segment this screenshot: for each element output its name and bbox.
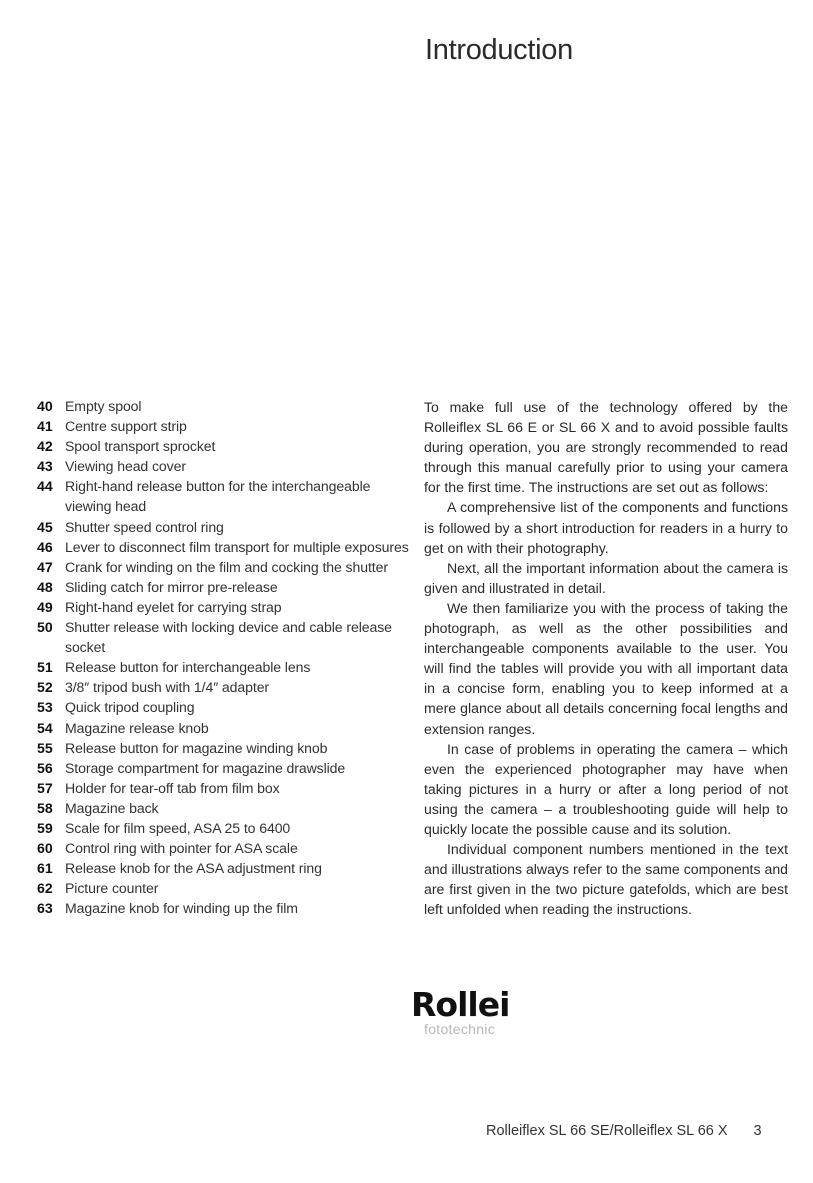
item-text: Quick tripod coupling <box>65 699 195 716</box>
item-text: Shutter speed control ring <box>65 518 224 535</box>
item-number: 58 <box>37 799 53 816</box>
list-item <box>37 456 412 476</box>
item-number: 62 <box>37 880 53 897</box>
item-number: 53 <box>37 699 53 716</box>
list-item <box>37 738 412 758</box>
item-number: 59 <box>37 819 53 836</box>
list-item <box>37 758 412 778</box>
list-item <box>37 798 412 818</box>
list-item <box>37 838 412 858</box>
item-text: Spool transport sprocket <box>65 438 216 455</box>
item-text: Magazine knob for winding up the film <box>65 900 298 917</box>
item-text: Release knob for the ASA adjustment ring <box>65 860 322 877</box>
list-item <box>37 517 412 537</box>
item-number: 55 <box>37 739 53 756</box>
item-number: 40 <box>37 398 53 414</box>
item-number: 50 <box>37 619 53 636</box>
introduction-text <box>424 397 788 919</box>
component-list <box>37 396 412 918</box>
item-number: 52 <box>37 679 53 696</box>
rollei-logo <box>411 985 510 1037</box>
item-number: 57 <box>37 779 53 796</box>
list-item <box>37 898 412 918</box>
list-item <box>37 878 412 898</box>
item-number: 41 <box>37 418 53 435</box>
item-text: Viewing head cover <box>65 458 186 475</box>
item-text: Scale for film speed, ASA 25 to 6400 <box>65 819 291 836</box>
item-text: Sliding catch for mirror pre-release <box>65 578 278 595</box>
list-item <box>37 537 412 557</box>
item-text: Picture counter <box>65 880 159 897</box>
intro-paragraph: Next, all the important information about the camera is given and illustrated in detail. <box>424 559 788 596</box>
item-number: 44 <box>37 478 53 495</box>
item-text: Crank for winding on the film and cocking the shutter <box>65 558 388 575</box>
page-number: 3 <box>753 1123 762 1139</box>
item-text: Magazine release knob <box>65 719 209 736</box>
list-item <box>37 697 412 717</box>
item-number: 48 <box>37 578 53 595</box>
item-text: Magazine back <box>65 799 159 816</box>
list-item <box>37 778 412 798</box>
item-text: Empty spool <box>65 398 142 414</box>
item-number: 47 <box>37 558 53 575</box>
intro-paragraph: Individual component numbers mentioned in the text and illustrations always refer to the same components and are first given in the two picture gatefolds, which are best left unfolded when reading the instructions. <box>424 841 788 918</box>
list-item <box>37 718 412 738</box>
item-text: Holder for tear-off tab from film box <box>65 779 280 796</box>
list-item <box>37 677 412 697</box>
item-text: 3/8″ tripod bush with 1/4″ adapter <box>65 679 270 696</box>
item-text: Right-hand eyelet for carrying strap <box>65 598 282 615</box>
item-number: 60 <box>37 840 53 857</box>
list-item <box>37 416 412 436</box>
intro-paragraph: We then familiarize you with the process of taking the photograph, as well as the other possibilities and interchangeable components available to the user. You will find the tables will provide you with all important data in a concise form, enabling you to keep informed at a mere glance about all details concerning focal lengths and extension ranges. <box>424 599 788 737</box>
item-text: Storage compartment for magazine drawslide <box>65 759 346 776</box>
list-item <box>37 818 412 838</box>
list-item <box>37 617 412 657</box>
intro-paragraph: A comprehensive list of the components and functions is followed by a short introduction for readers in a hurry to get on with their photography. <box>424 499 788 556</box>
item-number: 56 <box>37 759 53 776</box>
list-item <box>37 577 412 597</box>
list-item <box>37 657 412 677</box>
item-number: 42 <box>37 438 53 455</box>
item-number: 45 <box>37 518 53 535</box>
logo-wordmark: Rollei <box>411 985 510 1024</box>
list-item <box>37 396 412 416</box>
list-item <box>37 436 412 456</box>
item-text: Release button for magazine winding knob <box>65 739 328 756</box>
intro-paragraph: In case of problems in operating the camera – which even the experienced photographer may have when taking pictures in a hurry or after a long period of not using the camera – a troubleshooting guide will help to quickly locate the possible cause and its solution. <box>424 740 788 837</box>
item-text: Control ring with pointer for ASA scale <box>65 840 298 857</box>
item-number: 63 <box>37 900 53 917</box>
intro-paragraph: To make full use of the technology offered by the Rolleiflex SL 66 E or SL 66 X and to avoid possible faults during operation, you are strongly recommended to read through this manual carefully prior to using your camera for the first time. The instructions are set out as follows: <box>424 399 788 496</box>
item-number: 51 <box>37 659 53 676</box>
item-text: Right-hand release button for the interchangeable viewing head <box>65 478 371 515</box>
item-text: Release button for interchangeable lens <box>65 659 311 676</box>
item-number: 43 <box>37 458 53 475</box>
item-text: Shutter release with locking device and cable release socket <box>65 619 392 656</box>
list-item <box>37 557 412 577</box>
footer-model-text: Rolleiflex SL 66 SE/Rolleiflex SL 66 X <box>486 1123 728 1139</box>
list-item <box>37 597 412 617</box>
list-item <box>37 476 412 516</box>
list-item <box>37 858 412 878</box>
page-footer <box>486 1123 762 1139</box>
logo-subtitle: fototechnic <box>424 1021 496 1037</box>
item-number: 61 <box>37 860 53 877</box>
item-text: Centre support strip <box>65 418 187 435</box>
item-number: 46 <box>37 538 53 555</box>
page-title: Introduction <box>425 34 573 66</box>
item-number: 54 <box>37 719 53 736</box>
item-number: 49 <box>37 598 53 615</box>
item-text: Lever to disconnect film transport for multiple exposures <box>65 538 409 555</box>
